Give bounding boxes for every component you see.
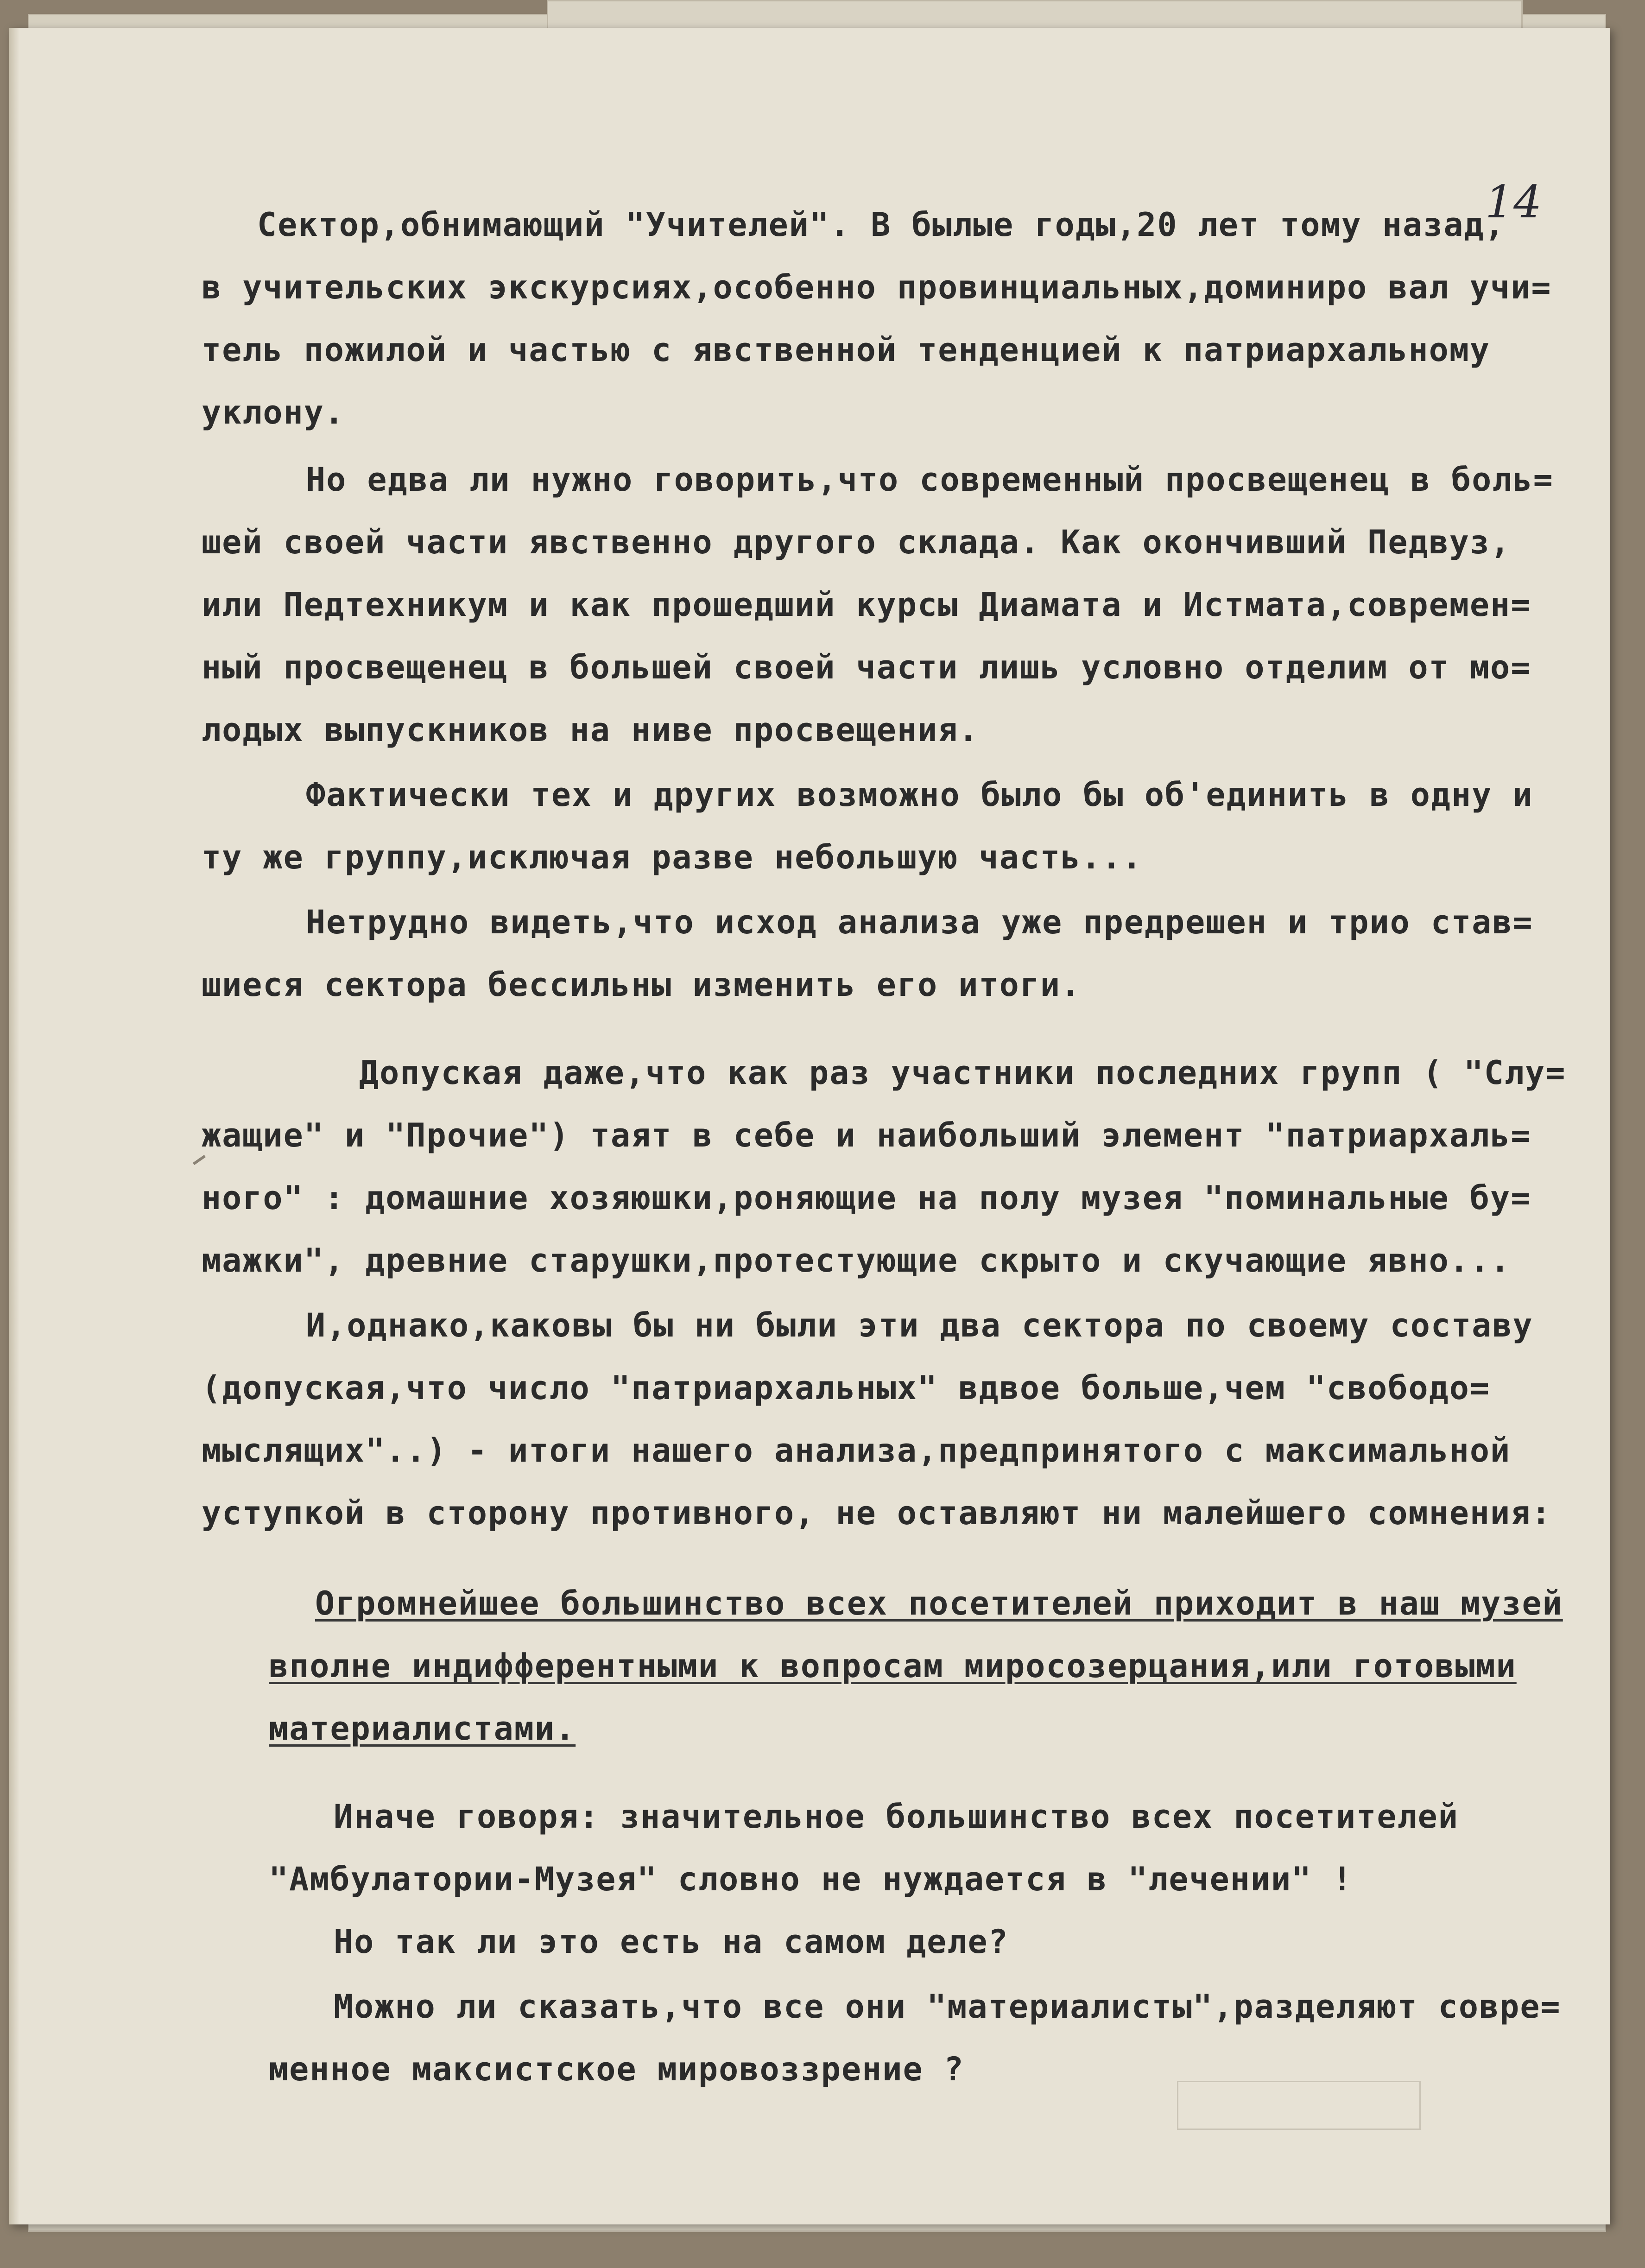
- text-line: уступкой в сторону противного, не оставляют ни малейшего сомнения:: [202, 1494, 1552, 1532]
- text-line: ного" : домашние хозяюшки,роняющие на полу музея "поминальные бу=: [202, 1179, 1531, 1217]
- text-line: (допуская,что число "патриархальных" вдвое больше,чем "свободо=: [202, 1369, 1491, 1407]
- text-line: менное максистское мировоззрение ?: [269, 2050, 964, 2088]
- text-line: Можно ли сказать,что все они "материалисты",разделяют совре=: [334, 1988, 1561, 2026]
- text-line: Нетрудно видеть,что исход анализа уже предрешен и трио став=: [306, 903, 1533, 941]
- text-line: Допуская даже,что как раз участники последних групп ( "Слу=: [359, 1054, 1566, 1092]
- text-line: Иначе говоря: значительное большинство всех посетителей: [334, 1798, 1459, 1836]
- text-line: Но едва ли нужно говорить,что современный просвещенец в боль=: [306, 461, 1554, 499]
- page-number: 14: [1485, 176, 1542, 228]
- text-line: Но так ли это есть на самом деле?: [334, 1923, 1009, 1961]
- faint-stamp: [1177, 2081, 1421, 2130]
- text-line: мажки", древние старушки,протестующие скрыто и скучающие явно...: [202, 1242, 1511, 1280]
- text-line: мыслящих"..) - итоги нашего анализа,предпринятого с максимальной: [202, 1432, 1511, 1470]
- underlined-conclusion-line: Огромнейшее большинство всех посетителей приходит в наш музей: [315, 1584, 1563, 1622]
- text-line: лодых выпускников на ниве просвещения.: [202, 711, 979, 749]
- text-line: Сектор,обнимающий "Учителей". В былые годы,20 лет тому назад,: [257, 206, 1505, 244]
- text-line: шей своей части явственно другого склада. Как окончивший Педвуз,: [202, 523, 1511, 561]
- text-line: шиеся сектора бессильны изменить его итоги.: [202, 966, 1082, 1004]
- text-line: уклону.: [202, 393, 345, 431]
- text-line: жащие" и "Прочие") таят в себе и наибольший элемент "патриархаль=: [202, 1116, 1531, 1154]
- text-line: или Педтехникум и как прошедший курсы Диамата и Истмата,современ=: [202, 586, 1531, 624]
- document-page: [9, 28, 1610, 2224]
- text-line: Фактически тех и других возможно было бы об'единить в одну и: [306, 776, 1533, 814]
- underlined-conclusion-line: вполне индифферентными к вопросам миросозерцания,или готовыми: [269, 1647, 1517, 1685]
- text-line: в учительских экскурсиях,особенно провинциальных,доминиро вал учи=: [202, 268, 1552, 306]
- page-edge-shadow: [9, 28, 19, 2224]
- underlined-conclusion-line: материалистами.: [269, 1710, 576, 1748]
- text-line: ту же группу,исключая разве небольшую часть...: [202, 838, 1143, 876]
- text-line: "Амбулатории-Музея" словно не нуждается в "лечении" !: [269, 1860, 1353, 1898]
- margin-pencil-mark: [193, 1155, 206, 1165]
- text-line: И,однако,каковы бы ни были эти два сектора по своему составу: [306, 1306, 1533, 1344]
- text-line: ный просвещенец в большей своей части лишь условно отделим от мо=: [202, 648, 1531, 686]
- text-line: тель пожилой и частью с явственной тенденцией к патриархальному: [202, 331, 1491, 369]
